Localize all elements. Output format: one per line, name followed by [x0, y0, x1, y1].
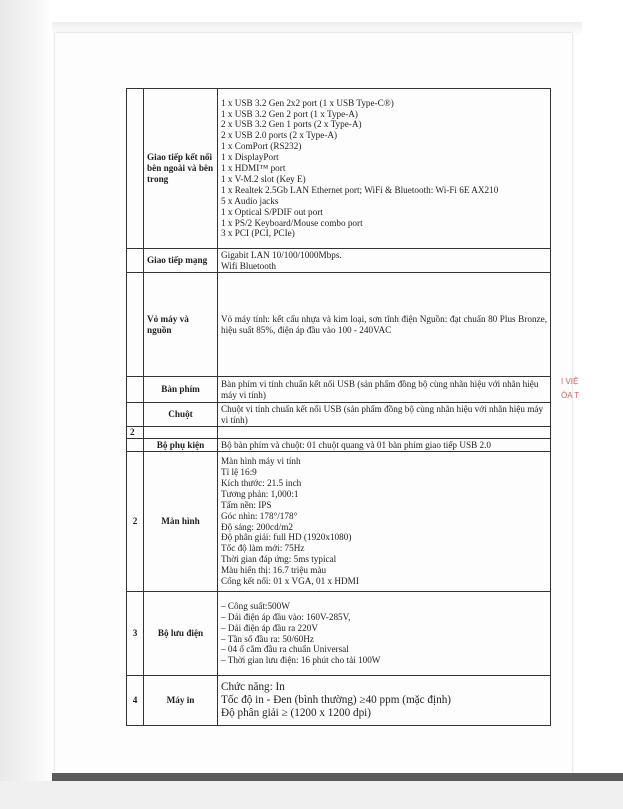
spec-line: Kích thước: 21.5 inch: [221, 477, 302, 488]
spec-line: Độ sáng: 200cd/m2: [221, 521, 293, 532]
row-number: 4: [127, 676, 144, 726]
table-row: [127, 89, 551, 249]
spec-line: 5 x Audio jacks: [221, 195, 279, 206]
row-value: [218, 452, 551, 592]
row-value: Chuột vi tính chuẩn kết nối USB (sản phẩm đồng bộ cùng nhãn hiệu với nhãn hiệu máy vi tính): [218, 403, 551, 427]
table-row: [127, 592, 551, 676]
row-value: Bàn phím vi tính chuẩn kết nối USB (sản phẩm đồng bộ cùng nhãn hiệu với nhãn hiệu máy vi tính): [218, 377, 551, 403]
red-stamp-fragment: [561, 375, 581, 435]
row-label: Bộ phụ kiện: [144, 439, 218, 452]
spec-line: Góc nhìn: 178°/178°: [221, 510, 298, 521]
row-label: Bàn phím: [144, 377, 218, 403]
spec-line: Gigabit LAN 10/100/1000Mbps.: [221, 249, 342, 260]
table-row: [127, 377, 551, 403]
spec-line: – Thời gian lưu điện: 16 phút cho tải 100W: [221, 655, 381, 666]
row-label: [144, 427, 218, 439]
row-label: Chuột: [144, 403, 218, 427]
table-row: [127, 439, 551, 452]
spec-line: 1 x USB 3.2 Gen 2 port (1 x Type-A): [221, 108, 358, 119]
spec-line: Chức năng: In: [221, 681, 285, 694]
spec-line: 1 x ComPort (RS232): [221, 141, 302, 152]
row-value: Bộ bàn phím và chuột: 01 chuột quang và 01 bàn phím giao tiếp USB 2.0: [218, 439, 551, 452]
spec-line: – Dải điện áp đầu vào: 160V-285V,: [221, 611, 351, 622]
spec-line: Màn hình máy vi tính: [221, 456, 301, 467]
spec-line: Tốc độ in - Đen (bình thường) ≥40 ppm (mặc định): [221, 694, 452, 707]
row-value: Vỏ máy tính: kết cấu nhựa và kim loại, sơn tĩnh điện Nguồn: đạt chuẩn 80 Plus Bronze, hiệu suất 85%, điện áp đầu vào 100 - 240VAC: [218, 273, 551, 377]
spec-line: Độ phân giải: full HD (1920x1080): [221, 532, 352, 543]
row-value: [218, 592, 551, 676]
spec-line: Thời gian đáp ứng: 5ms typical: [221, 554, 337, 565]
spec-line: 1 x Optical S/PDIF out port: [221, 206, 323, 217]
row-value: [218, 676, 551, 726]
row-number: [127, 249, 144, 273]
scan-bottom-band: [52, 773, 623, 781]
row-label: Giao tiếp kết nối bên ngoài và bên trong: [144, 89, 218, 249]
row-value: [218, 89, 551, 249]
row-label: Máy in: [144, 676, 218, 726]
table-row: [127, 427, 551, 439]
table-row: [127, 403, 551, 427]
spec-line: 1 x USB 3.2 Gen 2x2 port (1 x USB Type-C®): [221, 97, 394, 108]
row-number: [127, 403, 144, 427]
row-number: 2: [127, 427, 144, 439]
row-value: [218, 427, 551, 439]
table-row: [127, 452, 551, 592]
spec-line: 1 x PS/2 Keyboard/Mouse combo port: [221, 217, 363, 228]
row-label: Vỏ máy và nguồn: [144, 273, 218, 377]
row-number: [127, 273, 144, 377]
spec-line: 1 x HDMI™ port: [221, 163, 286, 174]
row-number: 2: [127, 452, 144, 592]
spec-line: 2 x USB 2.0 ports (2 x Type-A): [221, 130, 338, 141]
row-label: Màn hình: [144, 452, 218, 592]
spec-line: – Dải điện áp đầu ra 220V: [221, 622, 318, 633]
row-label: Bộ lưu điện: [144, 592, 218, 676]
spec-line: Màu hiển thị: 16.7 triệu màu: [221, 565, 327, 576]
spec-line: 1 x V-M.2 slot (Key E): [221, 173, 306, 184]
row-number: 3: [127, 592, 144, 676]
spec-line: – 04 ổ cắm đầu ra chuẩn Universal: [221, 644, 349, 655]
table-row: [127, 676, 551, 726]
row-number: [127, 377, 144, 403]
spec-line: 1 x Realtek 2.5Gb LAN Ethernet port; WiFi & Bluetooth: Wi-Fi 6E AX210: [221, 184, 499, 195]
spec-line: – Công suất:500W: [221, 600, 290, 611]
stamp-text-2: ÒA T: [561, 391, 580, 400]
spec-line: Tỉ lệ 16:9: [221, 466, 257, 477]
row-value: [218, 249, 551, 273]
row-label: Giao tiếp mạng: [144, 249, 218, 273]
spec-line: 1 x DisplayPort: [221, 152, 279, 163]
spec-line: Tốc độ làm mới: 75Hz: [221, 543, 305, 554]
spec-line: 2 x USB 3.2 Gen 1 ports (2 x Type-A): [221, 119, 362, 130]
spec-line: Độ phân giải ≥ (1200 x 1200 dpi): [221, 706, 372, 719]
spec-table: [126, 88, 551, 726]
spec-line: Wifi Bluetooth: [221, 260, 277, 271]
scan-left-shadow: [0, 0, 52, 809]
row-number: [127, 439, 144, 452]
spec-line: 3 x PCI (PCI, PCIe): [221, 228, 295, 239]
spec-line: – Tần số đầu ra: 50/60Hz: [221, 633, 314, 644]
spec-line: Tương phản: 1,000:1: [221, 488, 299, 499]
spec-line: Tấm nền: IPS: [221, 499, 272, 510]
table-row: [127, 249, 551, 273]
row-number: [127, 89, 144, 249]
scan-bottom-area: [0, 781, 623, 809]
stamp-text-1: I VIỆ: [561, 377, 579, 386]
spec-line: Cổng kết nối: 01 x VGA, 01 x HDMI: [221, 576, 359, 587]
table-row: [127, 273, 551, 377]
